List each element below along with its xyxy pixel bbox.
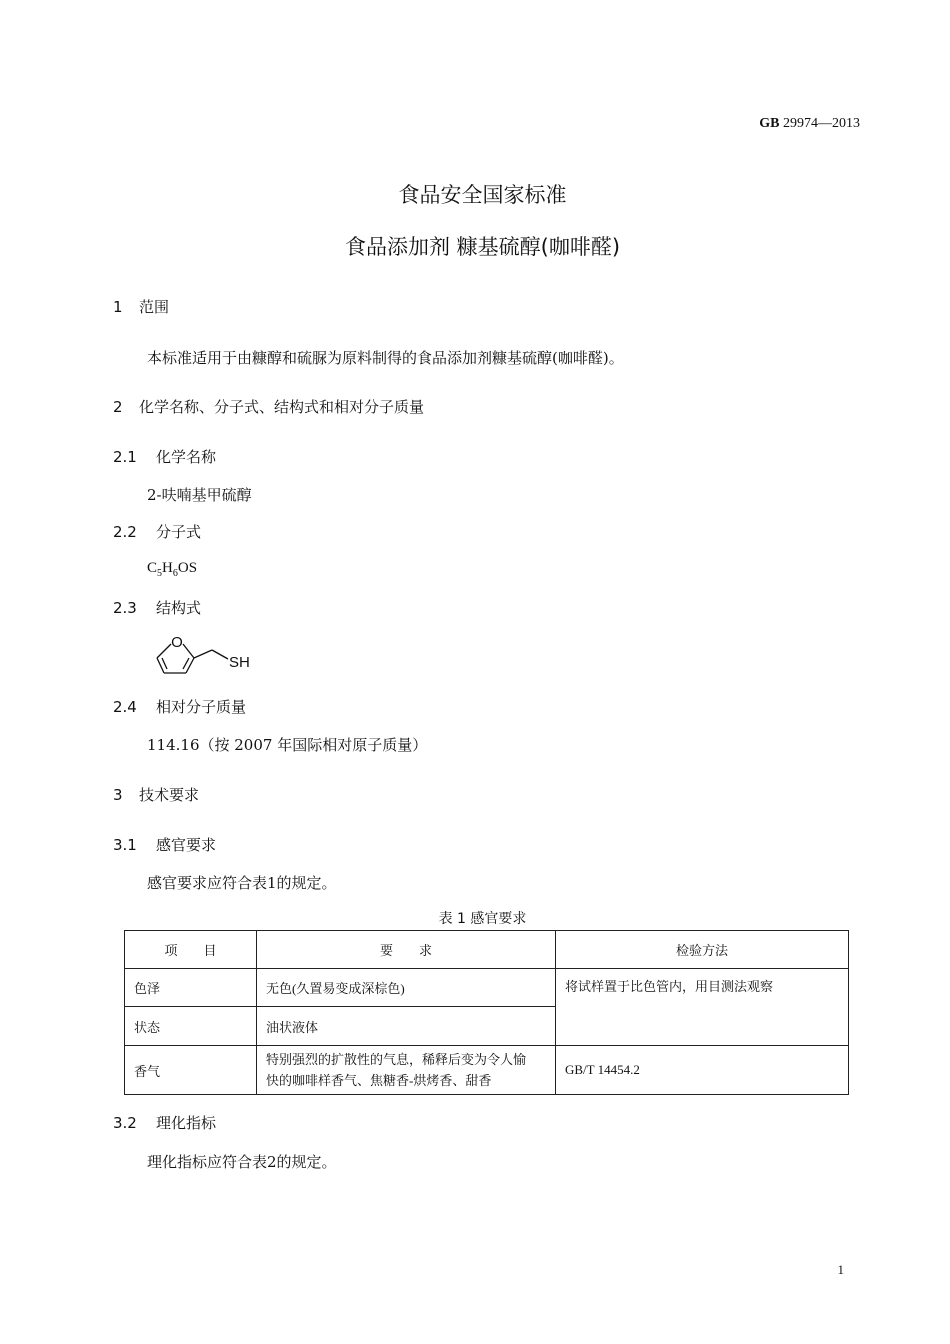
cell-requirement — [257, 1046, 556, 1095]
section-title: 相对分子质量 — [156, 698, 247, 716]
requirement-line-2: 快的咖啡样香气、焦糖香-烘烤香、甜香 — [266, 1073, 492, 1088]
section-title: 感官要求 — [156, 836, 217, 854]
section-title: 技术要求 — [139, 786, 200, 804]
header-requirement: 要 求 — [257, 931, 556, 969]
sh-label: SH — [229, 654, 250, 671]
section-2-3-heading — [113, 597, 201, 618]
formula-rest: OS — [177, 560, 198, 576]
standard-code-number: 29974—2013 — [779, 116, 860, 131]
table-row — [125, 969, 849, 1007]
section-number: 3 — [113, 786, 123, 804]
section-3-1-text: 感官要求应符合表1的规定。 — [147, 874, 337, 892]
section-1-text: 本标准适用于由糠醇和硫脲为原料制得的食品添加剂糠基硫醇(咖啡醛)。 — [147, 349, 624, 367]
section-3-2-heading — [113, 1112, 216, 1133]
cell-method-merged: 将试样置于比色管内，用目测法观察 — [556, 969, 849, 1046]
section-number: 2.1 — [113, 448, 137, 466]
header-method: 检验方法 — [556, 931, 849, 969]
section-number: 3.1 — [113, 836, 137, 854]
section-number: 3.2 — [113, 1114, 137, 1132]
ch2-bond — [194, 650, 212, 658]
section-number: 2.3 — [113, 599, 137, 617]
section-3-heading — [113, 784, 199, 805]
section-title: 化学名称 — [156, 448, 217, 466]
formula-c: C — [147, 560, 158, 576]
section-number: 1 — [113, 298, 123, 316]
standard-code-prefix: GB — [759, 116, 780, 131]
oxygen-label: O — [171, 634, 183, 651]
table-1 — [124, 930, 849, 1095]
cell-method: GB/T 14454.2 — [556, 1046, 849, 1095]
section-number: 2.4 — [113, 698, 137, 716]
title-line-1: 食品安全国家标准 — [398, 183, 567, 207]
ring-bond — [157, 644, 171, 658]
section-3-1-heading — [113, 834, 216, 855]
title-line-2: 食品添加剂 糠基硫醇(咖啡醛) — [344, 235, 621, 259]
formula-h: H — [162, 560, 173, 576]
cell-item: 色泽 — [125, 969, 257, 1007]
section-2-1-heading — [113, 446, 216, 467]
cell-requirement: 无色(久置易变成深棕色) — [257, 969, 556, 1007]
cell-item: 状态 — [125, 1007, 257, 1046]
table-row — [125, 1046, 849, 1095]
molecular-mass: 114.16（按 2007 年国际相对原子质量） — [147, 736, 428, 754]
cell-requirement: 油状液体 — [257, 1007, 556, 1046]
cell-item: 香气 — [125, 1046, 257, 1095]
table-header-row — [125, 931, 849, 969]
section-number: 2.2 — [113, 523, 137, 541]
chemical-name: 2-呋喃基甲硫醇 — [147, 486, 252, 504]
s-bond — [212, 650, 228, 659]
section-2-heading — [113, 396, 424, 417]
molecular-formula — [147, 560, 197, 579]
double-bond — [183, 658, 189, 669]
formula-c-sub: 5 — [157, 568, 163, 579]
structural-formula — [150, 628, 260, 678]
section-number: 2 — [113, 398, 123, 416]
section-2-2-heading — [113, 521, 201, 542]
formula-h-sub: 6 — [172, 568, 178, 579]
section-title: 范围 — [139, 298, 170, 316]
section-title: 化学名称、分子式、结构式和相对分子质量 — [139, 398, 425, 416]
table-1-caption: 表 1 感官要求 — [438, 911, 527, 927]
standard-code — [759, 116, 860, 132]
section-title: 结构式 — [156, 599, 202, 617]
requirement-line-1: 特别强烈的扩散性的气息，稀释后变为令人愉 — [266, 1052, 527, 1067]
section-2-4-heading — [113, 696, 246, 717]
section-3-2-text: 理化指标应符合表2的规定。 — [147, 1153, 337, 1171]
section-1-heading — [113, 296, 169, 317]
section-title: 分子式 — [156, 523, 202, 541]
page-number: 1 — [837, 1262, 844, 1277]
header-item: 项 目 — [125, 931, 257, 969]
ring-bond — [183, 644, 194, 658]
section-title: 理化指标 — [156, 1114, 217, 1132]
double-bond — [162, 658, 167, 669]
